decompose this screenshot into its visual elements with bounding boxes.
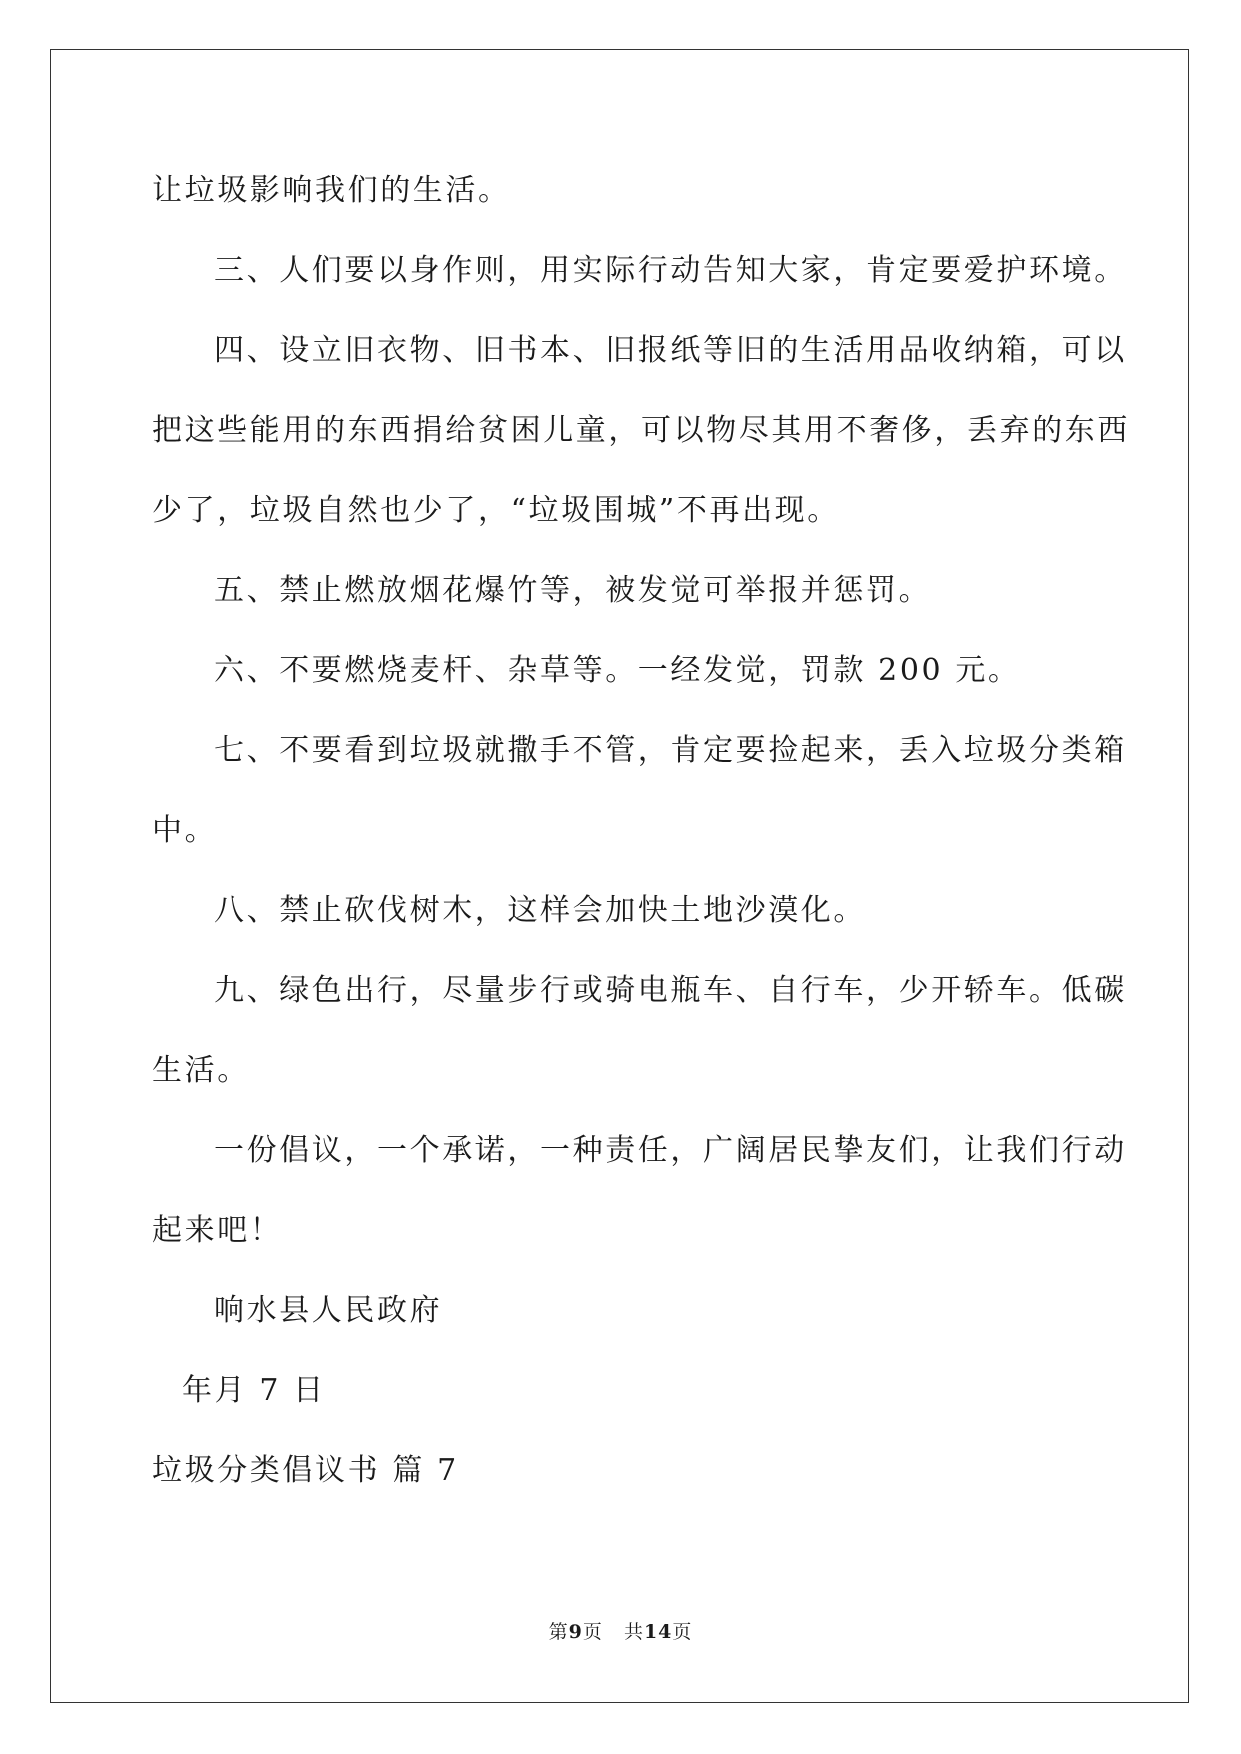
body-line-14: 起来吧！ (152, 1213, 283, 1248)
page-footer (0, 1617, 1241, 1644)
body-line-12: 生活。 (152, 1053, 250, 1088)
body-line-10: 八、禁止砍伐树木，这样会加快土地沙漠化。 (214, 893, 866, 928)
footer-prefix: 第 (548, 1621, 569, 1643)
footer-current-page: 9 (568, 1621, 583, 1643)
body-line-5: 少了，垃圾自然也少了，“垃圾围城”不再出现。 (152, 493, 840, 528)
footer-total-pages: 14 (643, 1621, 673, 1643)
signature-org: 响水县人民政府 (214, 1293, 443, 1328)
signature-date: 年月 7 日 (182, 1373, 326, 1408)
body-line-6: 五、禁止燃放烟花爆竹等，被发觉可举报并惩罚。 (214, 573, 932, 608)
footer-mid: 页 共 (582, 1621, 644, 1643)
body-line-1: 让垃圾影响我们的生活。 (152, 173, 511, 208)
body-line-11: 九、绿色出行，尽量步行或骑电瓶车、自行车，少开轿车。低碳 (214, 973, 1127, 1008)
body-line-8: 七、不要看到垃圾就撒手不管，肯定要捡起来，丢入垃圾分类箱 (214, 733, 1127, 768)
footer-suffix: 页 (672, 1621, 693, 1643)
body-line-13: 一份倡议，一个承诺，一种责任，广阔居民挚友们，让我们行动 (214, 1133, 1127, 1168)
body-line-9: 中。 (152, 813, 218, 848)
body-line-2: 三、人们要以身作则，用实际行动告知大家，肯定要爱护环境。 (214, 253, 1127, 288)
section-heading: 垃圾分类倡议书 篇 7 (152, 1453, 459, 1488)
body-line-7: 六、不要燃烧麦杆、杂草等。一经发觉，罚款 200 元。 (214, 653, 1021, 688)
body-line-4: 把这些能用的东西捐给贫困儿童，可以物尽其用不奢侈，丢弃的东西 (152, 413, 1130, 448)
body-line-3: 四、设立旧衣物、旧书本、旧报纸等旧的生活用品收纳箱，可以 (214, 333, 1127, 368)
